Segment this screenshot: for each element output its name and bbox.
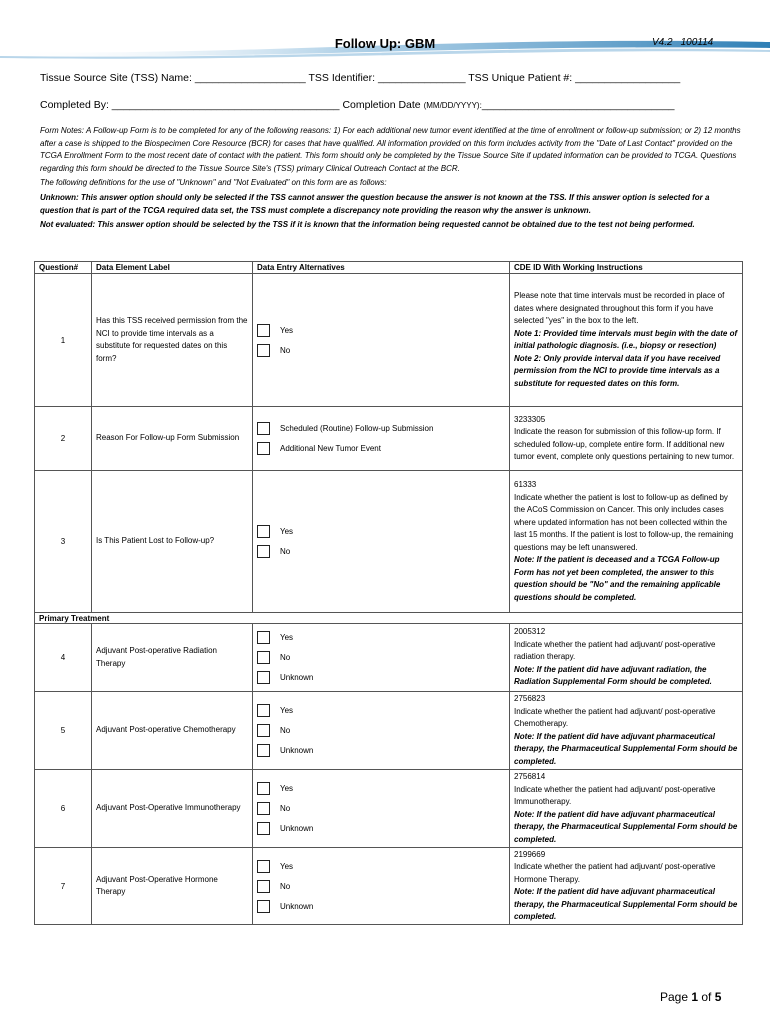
form-title: Follow Up: GBM — [334, 36, 436, 51]
checkbox[interactable] — [257, 860, 270, 873]
option-label: Additional New Tumor Event — [280, 444, 381, 453]
answer-option[interactable] — [257, 822, 505, 835]
instruction-note: Note: If the patient is deceased and a TCGA Follow-up Form has not yet been completed, the answer to this question should be "No" and the remaining applicable questions should be completed. — [514, 555, 721, 602]
checkbox[interactable] — [257, 631, 270, 644]
option-label: Unknown — [280, 673, 314, 682]
question-number: 1 — [35, 274, 92, 407]
table-row — [35, 692, 743, 770]
instruction-text: 61333 Indicate whether the patient is lost to follow-up as defined by the ACoS Commission on Cancer. This only includes cases where updated information has not been collected within the last 15 months. If the patient is lost to follow-up, the remaining questions may be left unanswered. — [514, 480, 734, 552]
instruction-text: 2756823 Indicate whether the patient had adjuvant/ post-operative Chemotherapy. — [514, 694, 716, 728]
instruction-text: 3233305 Indicate the reason for submission of this follow-up form. If scheduled follow-up, complete entire form. If additional new tumor event, complete only questions pertaining to new tumor. — [514, 414, 735, 461]
option-label: Unknown — [280, 901, 314, 911]
answer-option[interactable] — [257, 651, 505, 664]
checkbox[interactable] — [257, 344, 270, 357]
answer-option[interactable] — [257, 525, 505, 538]
instruction-text: 2756814 Indicate whether the patient had adjuvant/ post-operative Immunotherapy. — [514, 772, 716, 806]
instruction-note: Note: If the patient did have adjuvant pharmaceutical therapy, the Pharmaceutical Supplemental Form should be completed. — [514, 887, 738, 921]
question-number: 7 — [35, 848, 92, 925]
entry-alternatives — [253, 274, 510, 407]
entry-alternatives — [253, 770, 510, 848]
option-label: No — [280, 345, 291, 355]
question-number: 3 — [35, 471, 92, 613]
section-row-primary-treatment — [35, 613, 743, 624]
checkbox[interactable] — [257, 704, 270, 717]
cde-instructions — [510, 848, 743, 925]
answer-option[interactable] — [257, 671, 505, 684]
instruction-text: 2199669 Indicate whether the patient had adjuvant/ post-operative Hormone Therapy. — [514, 849, 716, 884]
checkbox[interactable] — [257, 880, 270, 893]
data-element-label: Adjuvant Post-Operative Hormone Therapy — [92, 848, 253, 925]
answer-option[interactable] — [257, 744, 505, 757]
cde-instructions — [510, 274, 743, 407]
option-label: No — [280, 547, 291, 556]
question-number: 2 — [35, 407, 92, 471]
checkbox[interactable] — [257, 525, 270, 538]
header-question-num: Question# — [35, 262, 92, 274]
cde-instructions — [510, 770, 743, 848]
checkbox[interactable] — [257, 545, 270, 558]
entry-alternatives — [253, 848, 510, 925]
question-table — [34, 261, 743, 925]
option-label: Scheduled (Routine) Follow-up Submission — [280, 424, 434, 433]
answer-option[interactable] — [257, 631, 505, 644]
answer-option[interactable] — [257, 880, 505, 893]
cde-instructions — [510, 692, 743, 770]
option-label: No — [280, 804, 291, 813]
entry-alternatives — [253, 624, 510, 692]
option-label: No — [280, 653, 291, 662]
table-row — [35, 471, 743, 613]
data-element-label: Is This Patient Lost to Follow-up? — [92, 471, 253, 613]
form-notes — [40, 125, 742, 234]
checkbox[interactable] — [257, 900, 270, 913]
option-label: Unknown — [280, 824, 314, 833]
answer-option[interactable] — [257, 545, 505, 558]
completion-fields-line[interactable] — [40, 99, 675, 111]
instruction-text: Please note that time intervals must be recorded in place of dates where designated throughout this form if you have selected "yes" in the box to the left. — [514, 291, 725, 325]
completed-by-field[interactable]: Completed By: _______________________________________ Completion Date — [40, 99, 424, 111]
option-label: Yes — [280, 861, 294, 871]
header-data-element: Data Element Label — [92, 262, 253, 274]
data-element-label: Adjuvant Post-operative Radiation Therapy — [92, 624, 253, 692]
table-row — [35, 274, 743, 407]
instruction-note: Note: If the patient did have adjuvant pharmaceutical therapy, the Pharmaceutical Supplemental Form should be completed. — [514, 809, 738, 844]
date-format-hint: (MM/DD/YYYY): — [423, 101, 482, 110]
version-code: 100114 — [680, 37, 714, 48]
question-number: 4 — [35, 624, 92, 692]
table-row — [35, 848, 743, 925]
answer-option[interactable] — [257, 724, 505, 737]
table-row — [35, 407, 743, 471]
answer-option[interactable] — [257, 442, 505, 455]
page-indicator — [660, 990, 721, 1004]
answer-option[interactable] — [257, 704, 505, 717]
data-element-label: Adjuvant Post-Operative Immunotherapy — [92, 770, 253, 848]
checkbox[interactable] — [257, 724, 270, 737]
option-label: No — [280, 726, 291, 735]
checkbox[interactable] — [257, 422, 270, 435]
checkbox[interactable] — [257, 651, 270, 664]
option-label: Yes — [280, 706, 294, 715]
cde-instructions — [510, 407, 743, 471]
checkbox[interactable] — [257, 802, 270, 815]
option-label: Yes — [280, 633, 294, 642]
option-label: Yes — [280, 325, 294, 335]
completion-date-field[interactable]: _________________________________ — [481, 99, 675, 111]
header-entry-alternatives: Data Entry Alternatives — [253, 262, 510, 274]
checkbox[interactable] — [257, 324, 270, 337]
instruction-note: Note 1: Provided time intervals must begin with the date of initial pathologic diagnosis. (i.e., biopsy or resection) Note 2: Only provide interval data if you have received permission from the NCI to provide time intervals as a substitute for requested dates on this form. — [514, 328, 738, 388]
answer-option[interactable] — [257, 860, 505, 873]
answer-option[interactable] — [257, 422, 505, 435]
question-number: 6 — [35, 770, 92, 848]
table-row — [35, 624, 743, 692]
instruction-note: Note: If the patient did have adjuvant radiation, the Radiation Supplemental Form should be completed. — [514, 664, 712, 687]
checkbox[interactable] — [257, 822, 270, 835]
section-title: Primary Treatment — [35, 613, 743, 624]
form-notes-label: Form Notes: — [40, 126, 85, 135]
version-label — [652, 37, 713, 48]
unknown-definition: Unknown: This answer option should only be selected if the TSS cannot answer the question because the answer is not known at the TSS. If this answer option is selected for a question that is part of the TCGA required data set, the TSS must complete a discrepancy note providing the reason why the answer is unknown. — [40, 192, 710, 215]
answer-option[interactable] — [257, 900, 505, 913]
answer-option[interactable] — [257, 782, 505, 795]
data-element-label: Reason For Follow-up Form Submission — [92, 407, 253, 471]
entry-alternatives — [253, 471, 510, 613]
table-header-row — [35, 262, 743, 274]
definitions-intro: The following definitions for the use of "Unknown" and "Not Evaluated" on this form are as follows: — [40, 178, 387, 188]
answer-option[interactable] — [257, 344, 505, 357]
option-label: No — [280, 881, 291, 891]
version-number: V4.2 — [652, 37, 673, 48]
option-label: Yes — [280, 527, 294, 536]
question-number: 5 — [35, 692, 92, 770]
cde-instructions — [510, 624, 743, 692]
entry-alternatives — [253, 407, 510, 471]
page-number: 1 — [691, 990, 699, 1004]
entry-alternatives — [253, 692, 510, 770]
option-label: Yes — [280, 784, 294, 793]
answer-option[interactable] — [257, 802, 505, 815]
data-element-label: Has this TSS received permission from the NCI to provide time intervals as a substitute for requested dates on this form? — [92, 274, 253, 407]
not-evaluated-definition: Not evaluated: This answer option should be selected by the TSS if it is known that the information being requested cannot be obtained due to the test not being performed. — [40, 220, 695, 230]
page-word: Page — [660, 990, 692, 1004]
of-word: of — [698, 990, 715, 1004]
header-cde-id: CDE ID With Working Instructions — [510, 262, 743, 274]
checkbox[interactable] — [257, 671, 270, 684]
cde-instructions — [510, 471, 743, 613]
form-notes-text: A Follow-up Form is to be completed for any of the following reasons: 1) For each additional new tumor event identified at the time of enrollment or follow-up submission; or 2) 12 months after a case is shipped to the Biospecimen Core Resource (BCR) for cases that have qualified. All information provided on this form includes activity from the "Date of Last Contact" provided on the TCGA Enrollment Form to the most recent date of contact with the patient. This form should only be completed by the Tissue Source Site if updated information can be provided to TCGA. Questions regarding this form should be directed to the Tissue Source Site's (TSS) primary Clinical Outreach Contact at the BCR. — [40, 126, 741, 173]
tss-fields-line[interactable]: Tissue Source Site (TSS) Name: ___________________ TSS Identifier: _______________ TSS Unique Patient #: __________________ — [40, 72, 681, 84]
data-element-label: Adjuvant Post-operative Chemotherapy — [92, 692, 253, 770]
page-total: 5 — [714, 990, 722, 1004]
checkbox[interactable] — [257, 782, 270, 795]
answer-option[interactable] — [257, 324, 505, 337]
checkbox[interactable] — [257, 744, 270, 757]
checkbox[interactable] — [257, 442, 270, 455]
table-row — [35, 770, 743, 848]
instruction-text: 2005312 Indicate whether the patient had adjuvant/ post-operative radiation therapy. — [514, 627, 716, 662]
option-label: Unknown — [280, 746, 314, 755]
instruction-note: Note: If the patient did have adjuvant pharmaceutical therapy, the Pharmaceutical Supplemental Form should be completed. — [514, 731, 738, 766]
